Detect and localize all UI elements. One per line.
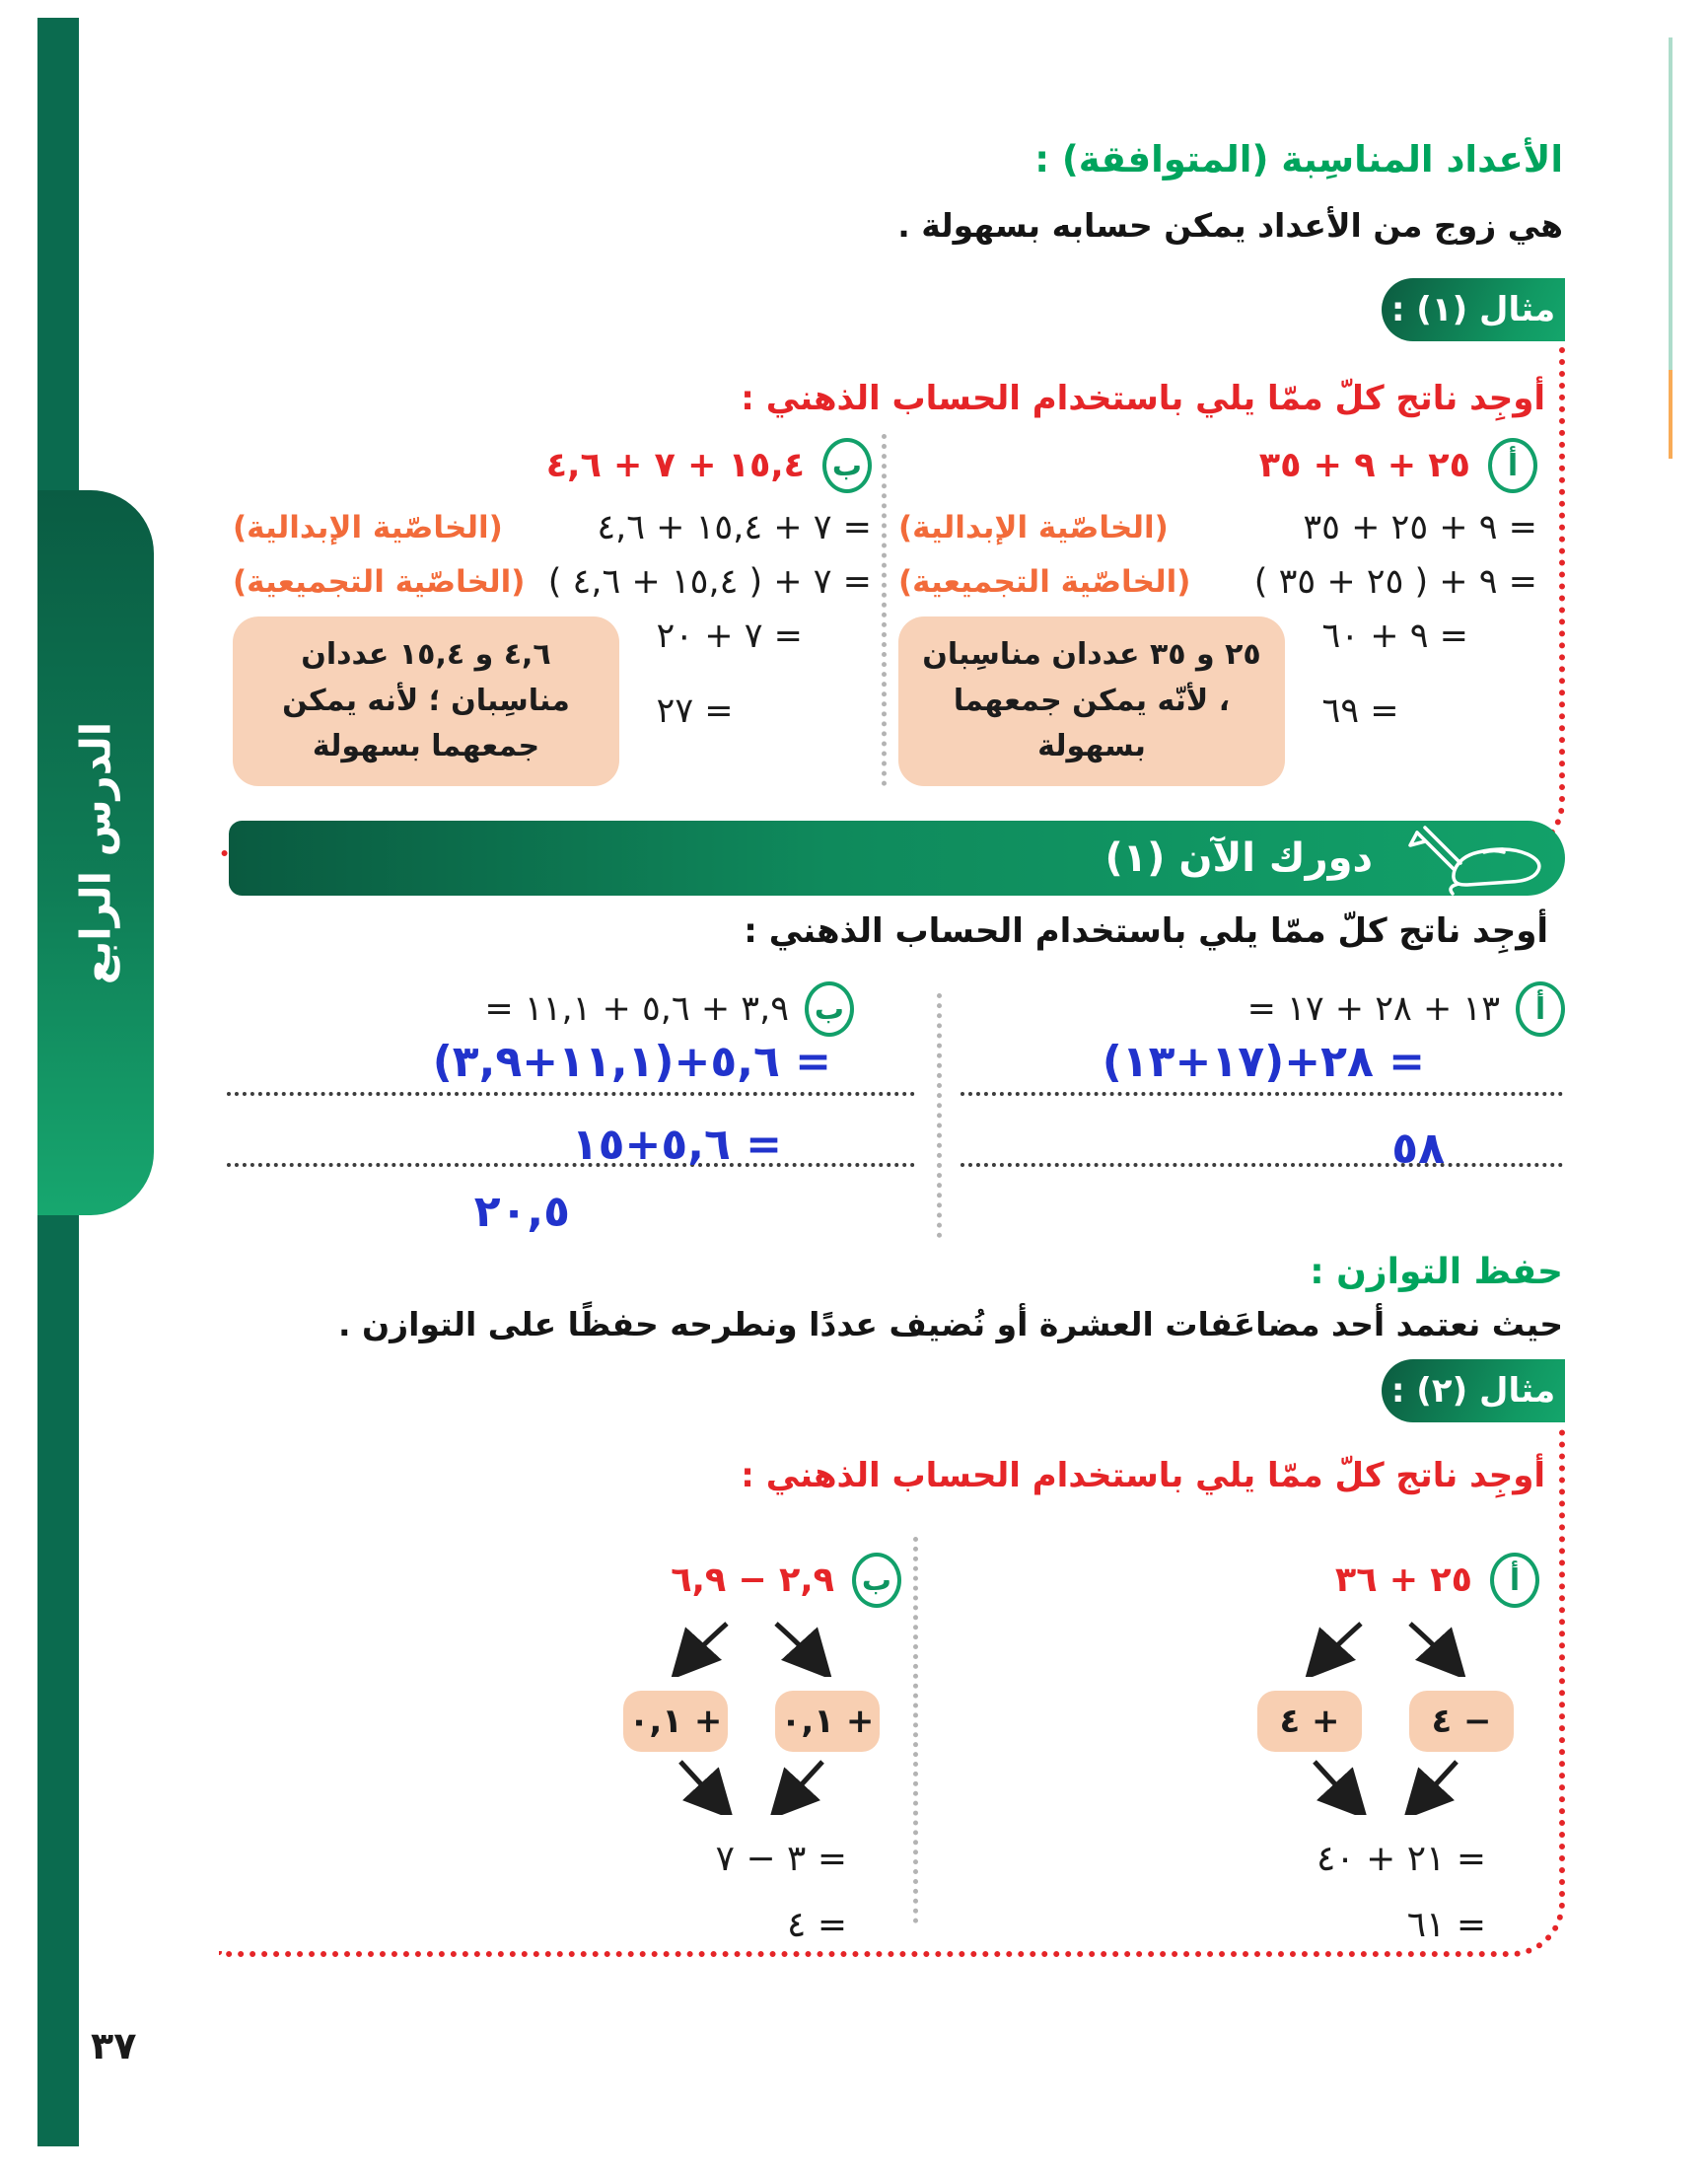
lesson-tab-label: الدرس الرابع bbox=[71, 721, 120, 984]
example1-prompt: أوجِد ناتج كلّ ممّا يلي باستخدام الحساب الذهني : bbox=[741, 379, 1545, 418]
section-title-balance: حفظ التوازن : bbox=[1310, 1252, 1563, 1292]
your-turn-banner bbox=[229, 821, 1565, 896]
handwritten-answer: ٥٨ bbox=[1391, 1124, 1445, 1174]
item-a-expression: = ١٣ + ٢٨ + ١٧ bbox=[1246, 989, 1500, 1029]
split-arrows bbox=[1257, 1620, 1514, 1677]
item-letter-badge: أ bbox=[1488, 438, 1537, 493]
item-b-expression: ١٥,٤ + ٧ + ٤,٦ bbox=[545, 446, 805, 486]
item-letter-badge: ب bbox=[852, 1553, 901, 1608]
example2-prompt: أوجِد ناتج كلّ ممّا يلي باستخدام الحساب الذهني : bbox=[741, 1456, 1545, 1495]
adjustment-pill-left: ٤ − bbox=[1409, 1691, 1514, 1752]
your-turn-prompt: أوجِد ناتج كلّ ممّا يلي باستخدام الحساب الذهني : bbox=[744, 911, 1548, 951]
lesson-tab bbox=[37, 490, 154, 1215]
page-edge-orange-line bbox=[1669, 370, 1672, 459]
item-letter-badge: أ bbox=[1490, 1553, 1539, 1608]
step-equation: ٧ + ٢٠ = bbox=[656, 616, 803, 657]
handwritten-answer: (١١,١+٣,٩)+٥,٦ = bbox=[432, 1037, 831, 1087]
answer-fill-line bbox=[227, 1092, 915, 1096]
section-intro-text: هي زوج من الأعداد يمكن حسابه بسهولة . bbox=[897, 206, 1563, 245]
your-turn-title: دورك الآن (١) bbox=[1104, 835, 1373, 881]
result-value: ٤ = bbox=[787, 1905, 847, 1945]
item-letter-badge: ب bbox=[805, 981, 854, 1037]
your-turn-item-b bbox=[219, 981, 925, 1329]
step-equation: ٧ + ١٥,٤ + ٤,٦ = bbox=[597, 508, 872, 548]
example2-item-b bbox=[235, 1549, 941, 1945]
answer-fill-line bbox=[961, 1092, 1563, 1096]
step-equation: ٧ + ( ١٥,٤ + ٤,٦ ) = bbox=[547, 562, 872, 603]
example1-item-b bbox=[229, 434, 882, 786]
page-number: ٣٧ bbox=[91, 2024, 137, 2067]
result-equation: ٢١ + ٤٠ = bbox=[1316, 1839, 1486, 1879]
property-label: (الخاصّية التجميعية) bbox=[233, 564, 526, 601]
split-arrows bbox=[623, 1620, 880, 1677]
example1-box bbox=[219, 347, 1565, 856]
example1-item-a bbox=[887, 434, 1545, 786]
property-label: (الخاصّية التجميعية) bbox=[898, 564, 1191, 601]
merge-arrows bbox=[1257, 1758, 1514, 1815]
hint-note: ٤,٦ و ١٥,٤ عددان مناسِبان ؛ لأنه يمكن جمعهما بسهولة bbox=[233, 616, 619, 786]
item-b-expression: = ٣,٩ + ٥,٦ + ١١,١ bbox=[484, 989, 789, 1029]
hint-note: ٢٥ و ٣٥ عددان مناسِبان ، لأنّه يمكن جمعهما بسهولة bbox=[898, 616, 1285, 786]
page-edge-teal-line bbox=[1669, 37, 1672, 370]
item-b-expression: ٢,٩ − ٦,٩ bbox=[671, 1560, 834, 1600]
item-a-expression: ٢٥ + ٣٦ bbox=[1334, 1560, 1472, 1600]
merge-arrows bbox=[623, 1758, 880, 1815]
item-letter-badge: أ bbox=[1516, 981, 1565, 1037]
balance-text: حيث نعتمد أحد مضاعَفات العشرة أو نُضيف عددًا ونطرحه حفظًا على التوازن . bbox=[337, 1305, 1563, 1343]
handwritten-answer: ٢٠,٥ bbox=[473, 1187, 570, 1237]
example2-item-a bbox=[929, 1549, 1545, 1945]
example2-box bbox=[219, 1428, 1565, 1957]
item-a-expression: ٢٥ + ٩ + ٣٥ bbox=[1258, 446, 1470, 486]
column-divider bbox=[882, 434, 887, 786]
step-equation: ٩ + ( ٢٥ + ٣٥ ) = bbox=[1253, 562, 1537, 603]
adjustment-pill-right: ٤ + bbox=[1257, 1691, 1362, 1752]
step-equation: ٩ + ٢٥ + ٣٥ = bbox=[1303, 508, 1537, 548]
property-label: (الخاصّية الإبدالية) bbox=[898, 510, 1169, 546]
hand-writing-icon bbox=[1389, 823, 1547, 896]
answer-fill-line bbox=[961, 1163, 1563, 1167]
handwritten-answer: ٥,٦+١٥ = bbox=[571, 1120, 782, 1170]
column-divider bbox=[937, 993, 942, 1238]
section-title-suitable-numbers: الأعداد المناسِبة (المتوافقة) : bbox=[1034, 138, 1563, 181]
result-value: ٦١ = bbox=[1406, 1905, 1486, 1945]
adjustment-pill-left: ٠,١ + bbox=[775, 1691, 880, 1752]
property-label: (الخاصّية الإبدالية) bbox=[233, 510, 503, 546]
example1-badge: مثال (١) : bbox=[1382, 278, 1565, 341]
example2-badge: مثال (٢) : bbox=[1382, 1359, 1565, 1422]
step-result: ٦٩ = bbox=[1321, 691, 1399, 732]
step-equation: ٩ + ٦٠ = bbox=[1321, 616, 1468, 657]
result-equation: ٣ − ٧ = bbox=[715, 1839, 847, 1879]
item-letter-badge: ب bbox=[822, 438, 872, 493]
handwritten-answer: (١٧+١٣)+٢٨ = bbox=[1102, 1037, 1425, 1087]
step-result: ٢٧ = bbox=[656, 691, 734, 732]
adjustment-pill-right: ٠,١ + bbox=[623, 1691, 728, 1752]
